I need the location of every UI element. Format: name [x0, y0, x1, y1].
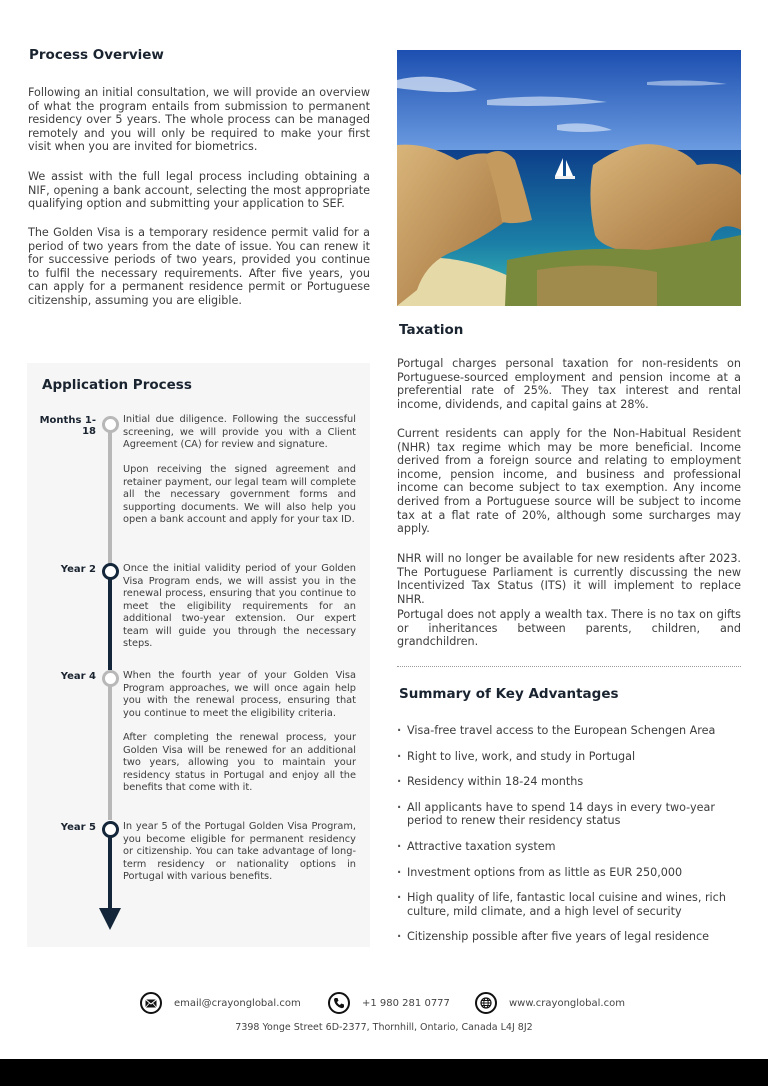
envelope-icon	[140, 992, 162, 1014]
overview-paragraph-3: The Golden Visa is a temporary residence permit valid for a period of two years from the date of issue. You can renew it for successive periods of two years, provided you continue to fulfil the necessary requirements. After five years, you can apply for a permanent residence permit or Portuguese citizenship, assuming you are eligible.	[28, 226, 370, 307]
timeline-node-active	[102, 563, 119, 580]
footer-phone[interactable]	[328, 992, 450, 1014]
timeline-segment-active	[108, 830, 112, 912]
step-3-text-1: When the fourth year of your Golden Visa Program approaches, we will once again help you with the renewal process, ensuring that you continue to meet the eligibility criteria.	[123, 670, 356, 719]
arrow-down-icon	[99, 908, 121, 930]
taxation-heading: Taxation	[399, 322, 464, 338]
globe-icon	[475, 992, 497, 1014]
application-process-heading: Application Process	[42, 377, 192, 393]
timeline-node	[102, 670, 119, 687]
overview-paragraph-1: Following an initial consultation, we will provide an overview of what the program entails from submission to permanent residency over 5 years. The whole process can be managed remotely and you will only be required to make your first visit when you are invited for biometrics.	[28, 86, 370, 154]
step-2-text-1: Once the initial validity period of your Golden Visa Program ends, we will assist you in the renewal process, ensuring that you continue to meet the eligibility requirements for an additional two-year extension. Our expert team will guide you through the necessary steps.	[123, 563, 356, 649]
advantage-item: · Visa-free travel access to the European Schengen Area	[397, 724, 741, 738]
step-1-text-1: Initial due diligence. Following the successful screening, we will provide you with a Client Agreement (CA) for review and signature.	[123, 414, 356, 450]
phone-icon	[328, 992, 350, 1014]
advantage-item: · Investment options from as little as EUR 250,000	[397, 866, 741, 880]
step-label-year-5: Year 5	[60, 822, 96, 833]
coast-illustration	[397, 50, 741, 306]
footer-address: 7398 Yonge Street 6D-2377, Thornhill, Ontario, Canada L4J 8J2	[235, 1022, 533, 1033]
advantage-item: · All applicants have to spend 14 days in every two-year period to renew their residency status	[397, 801, 741, 828]
step-3-text-2: After completing the renewal process, your Golden Visa will be renewed for an additional two years, allowing you to maintain your residency status in Portugal and enjoy all the benefits that come with it.	[123, 732, 356, 793]
email-link[interactable]: email@crayonglobal.com	[174, 997, 301, 1009]
timeline-segment	[108, 680, 112, 820]
step-4-text-1: In year 5 of the Portugal Golden Visa Program, you become eligible for permanent residency or citizenship. You can take advantage of long-term residency or nationality options in Portugal with various benefits.	[123, 821, 356, 882]
advantages-list	[397, 724, 741, 956]
taxation-paragraph-4: Portugal does not apply a wealth tax. There is no tax on gifts or inheritances between parents, children, and grandchildren.	[397, 608, 741, 649]
timeline-segment-active	[108, 575, 112, 670]
advantages-heading: Summary of Key Advantages	[399, 686, 619, 702]
step-1-text-2: Upon receiving the signed agreement and retainer payment, our legal team will complete all the necessary government forms and supporting documents. We will also help you open a bank account and apply for your tax ID.	[123, 464, 356, 525]
advantage-item: · Attractive taxation system	[397, 840, 741, 854]
advantage-item: · Right to live, work, and study in Portugal	[397, 750, 741, 764]
footer-email[interactable]	[140, 992, 301, 1014]
website-link[interactable]: www.crayonglobal.com	[509, 997, 625, 1009]
process-overview-heading: Process Overview	[29, 47, 164, 63]
timeline-node	[102, 416, 119, 433]
dotted-divider	[397, 666, 741, 667]
overview-paragraph-2: We assist with the full legal process including obtaining a NIF, opening a bank account, selecting the most appropriate qualifying option and submitting your application to SEF.	[28, 170, 370, 211]
step-label-year-4: Year 4	[60, 671, 96, 682]
hero-image-coast	[397, 50, 741, 306]
footer-website[interactable]	[475, 992, 625, 1014]
advantage-item: · Residency within 18-24 months	[397, 775, 741, 789]
bottom-black-bar	[0, 1059, 768, 1086]
advantage-item: · High quality of life, fantastic local cuisine and wines, rich culture, mild climate, and a high level of security	[397, 891, 741, 918]
taxation-paragraph-3: NHR will no longer be available for new residents after 2023. The Portuguese Parliament is currently discussing the new Incentivized Tax Status (ITS) it will implement to replace NHR.	[397, 552, 741, 606]
advantage-item: · Citizenship possible after five years of legal residence	[397, 930, 741, 944]
phone-number[interactable]: +1 980 281 0777	[362, 997, 450, 1009]
step-label-year-2: Year 2	[60, 564, 96, 575]
taxation-paragraph-1: Portugal charges personal taxation for non-residents on Portuguese-sourced employment and pension income at a preferential rate of 25%. They tax interest and rental income, dividends, and capital gains at 28%.	[397, 357, 741, 411]
taxation-paragraph-2: Current residents can apply for the Non-Habitual Resident (NHR) tax regime which may be more beneficial. Income derived from a foreign source and relating to employment income, pension income, and business and professional income can become subject to tax exemption. Any income derived from a Portuguese source will be subject to income tax at a flat rate of 20%, although some surcharges may apply.	[397, 427, 741, 536]
timeline-node-active	[102, 821, 119, 838]
timeline-segment	[108, 425, 112, 565]
step-label-months-1-18: Months 1-18	[39, 415, 96, 437]
